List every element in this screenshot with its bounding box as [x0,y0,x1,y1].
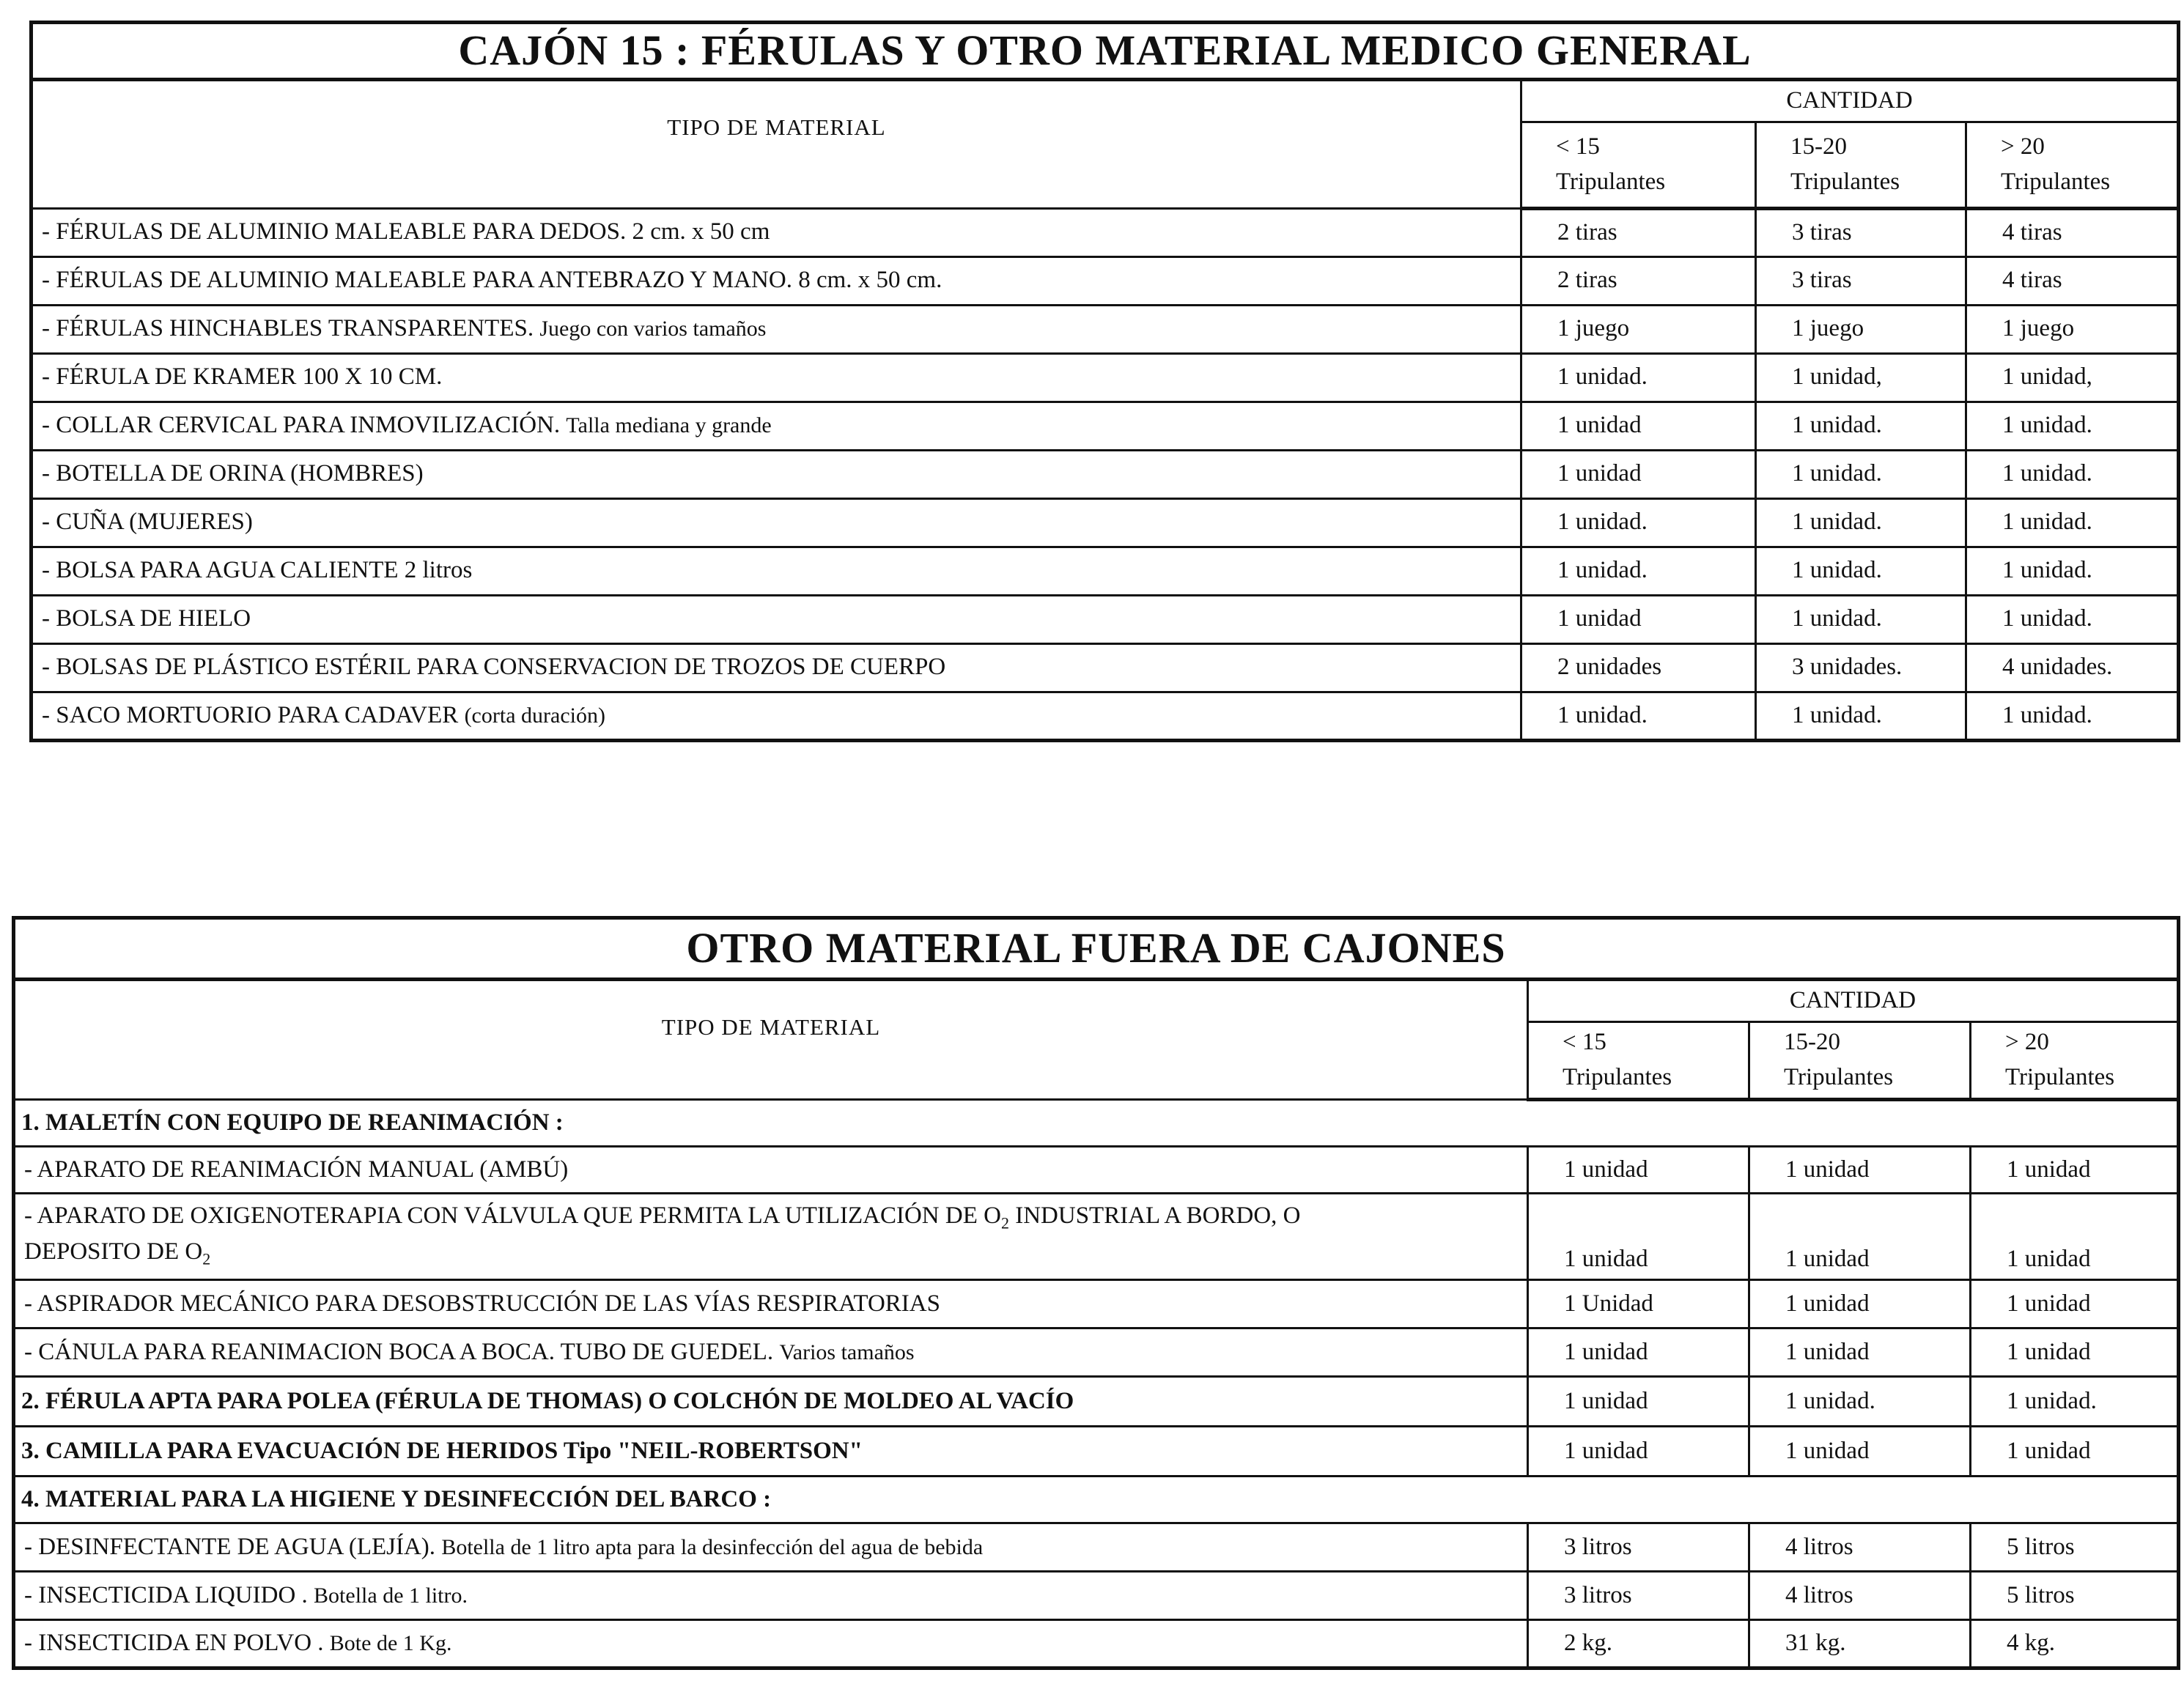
qty-under-15: 1 juego [1521,305,1756,353]
qty-under-15: 1 unidad [1528,1427,1749,1477]
qty-over-20: 4 kg. [1971,1620,2179,1668]
qty-under-15: 1 unidad. [1521,692,1756,740]
item-name: - CUÑA (MUJERES) [32,498,1521,547]
qty-under-15: 1 unidad. [1521,547,1756,595]
column-header-material-type: TIPO DE MATERIAL [32,79,1521,208]
column-header-material-type: TIPO DE MATERIAL [14,980,1528,1100]
section-heading: 3. CAMILLA PARA EVACUACIÓN DE HERIDOS Tipo "NEIL-ROBERTSON" [14,1427,1528,1477]
table-row [14,1620,2179,1668]
qty-under-15: 1 unidad [1521,595,1756,643]
table-row [32,208,2179,256]
item-name: - CÁNULA PARA REANIMACION BOCA A BOCA. TUBO DE GUEDEL. Varios tamaños [14,1328,1528,1377]
qty-under-15: 3 litros [1528,1523,1749,1572]
table-title: OTRO MATERIAL FUERA DE CAJONES [14,918,2179,980]
qty-15-20: 1 unidad [1749,1194,1971,1280]
qty-15-20: 1 unidad. [1749,1377,1971,1427]
qty-15-20: 1 unidad [1749,1427,1971,1477]
qty-under-15: 1 unidad. [1521,353,1756,402]
table-row [32,353,2179,402]
qty-under-15: 1 unidad [1528,1194,1749,1280]
qty-15-20: 1 juego [1756,305,1966,353]
item-name: - INSECTICIDA LIQUIDO . Botella de 1 litro. [14,1572,1528,1620]
item-note: Juego con varios tamaños [539,317,767,341]
qty-15-20: 1 unidad [1749,1147,1971,1194]
qty-15-20: 1 unidad. [1756,498,1966,547]
item-name: - APARATO DE OXIGENOTERAPIA CON VÁLVULA QUE PERMITA LA UTILIZACIÓN DE $O_2$ INDUSTRIAL A BORDO, O DEPOSITO DE $O_2$ [14,1194,1528,1280]
item-name: - FÉRULAS DE ALUMINIO MALEABLE PARA DEDOS. 2 cm. x 50 cm [32,208,1521,256]
qty-over-20: 4 tiras [1966,256,2179,305]
section-heading: 2. FÉRULA APTA PARA POLEA (FÉRULA DE THOMAS) O COLCHÓN DE MOLDEO AL VACÍO [14,1377,1528,1427]
item-name: - BOTELLA DE ORINA (HOMBRES) [32,450,1521,498]
qty-over-20: 1 juego [1966,305,2179,353]
table-row [14,1523,2179,1572]
qty-under-15: 3 litros [1528,1572,1749,1620]
qty-15-20: 4 litros [1749,1523,1971,1572]
item-name: - FÉRULA DE KRAMER 100 X 10 CM. [32,353,1521,402]
column-header-15-20: 15-20 Tripulantes [1749,1022,1971,1100]
qty-under-15: 1 Unidad [1528,1280,1749,1328]
section-heading: 4. MATERIAL PARA LA HIGIENE Y DESINFECCIÓN DEL BARCO : [14,1477,2179,1523]
table-row [32,498,2179,547]
qty-15-20: 3 tiras [1756,256,1966,305]
item-note: Talla mediana y grande [566,413,772,438]
item-name: - ASPIRADOR MECÁNICO PARA DESOBSTRUCCIÓN DE LAS VÍAS RESPIRATORIAS [14,1280,1528,1328]
qty-over-20: 5 litros [1971,1572,2179,1620]
qty-over-20: 1 unidad, [1966,353,2179,402]
column-header-quantity: CANTIDAD [1521,79,2179,122]
qty-under-15: 1 unidad [1521,450,1756,498]
qty-over-20: 5 litros [1971,1523,2179,1572]
qty-15-20: 1 unidad. [1756,450,1966,498]
item-note: (corta duración) [464,703,605,728]
item-note: Varios tamaños [779,1339,915,1364]
column-header-over-20: > 20 Tripulantes [1971,1022,2179,1100]
qty-under-15: 1 unidad [1528,1147,1749,1194]
table-row [14,1328,2179,1377]
qty-over-20: 1 unidad. [1966,595,2179,643]
qty-under-15: 2 kg. [1528,1620,1749,1668]
qty-over-20: 1 unidad. [1966,450,2179,498]
qty-over-20: 1 unidad. [1966,547,2179,595]
qty-under-15: 1 unidad [1528,1328,1749,1377]
qty-under-15: 2 unidades [1521,643,1756,692]
item-name: - FÉRULAS HINCHABLES TRANSPARENTES. Juego con varios tamaños [32,305,1521,353]
column-header-under-15: < 15 Tripulantes [1528,1022,1749,1100]
item-name: - INSECTICIDA EN POLVO . Bote de 1 Kg. [14,1620,1528,1668]
other-material-table [12,916,2180,1670]
qty-under-15: 2 tiras [1521,256,1756,305]
column-header-15-20: 15-20 Tripulantes [1756,122,1966,208]
table-row [32,450,2179,498]
qty-15-20: 1 unidad. [1756,547,1966,595]
table-row [32,256,2179,305]
qty-over-20: 4 tiras [1966,208,2179,256]
item-name: - FÉRULAS DE ALUMINIO MALEABLE PARA ANTEBRAZO Y MANO. 8 cm. x 50 cm. [32,256,1521,305]
column-header-quantity: CANTIDAD [1528,980,2179,1022]
qty-15-20: 3 tiras [1756,208,1966,256]
qty-15-20: 1 unidad, [1756,353,1966,402]
qty-15-20: 1 unidad. [1756,595,1966,643]
qty-over-20: 1 unidad [1971,1147,2179,1194]
drawer-15-table [29,21,2180,742]
qty-under-15: 1 unidad [1528,1377,1749,1427]
item-name: - BOLSA DE HIELO [32,595,1521,643]
item-note: Bote de 1 Kg. [329,1631,452,1656]
qty-15-20: 1 unidad. [1756,692,1966,740]
table-row [14,1280,2179,1328]
qty-under-15: 2 tiras [1521,208,1756,256]
table-row [32,643,2179,692]
qty-15-20: 3 unidades. [1756,643,1966,692]
qty-over-20: 1 unidad [1971,1328,2179,1377]
qty-over-20: 1 unidad [1971,1427,2179,1477]
table-row [32,595,2179,643]
item-name: - DESINFECTANTE DE AGUA (LEJÍA). Botella de 1 litro apta para la desinfección del agua de bebida [14,1523,1528,1572]
qty-under-15: 1 unidad. [1521,498,1756,547]
table-row [14,1572,2179,1620]
section-heading: 1. MALETÍN CON EQUIPO DE REANIMACIÓN : [14,1100,2179,1147]
qty-over-20: 4 unidades. [1966,643,2179,692]
item-name: - COLLAR CERVICAL PARA INMOVILIZACIÓN. Talla mediana y grande [32,402,1521,450]
table-row [32,547,2179,595]
qty-15-20: 1 unidad [1749,1280,1971,1328]
qty-over-20: 1 unidad. [1966,402,2179,450]
table-row [32,692,2179,740]
qty-15-20: 4 litros [1749,1572,1971,1620]
item-note: Botella de 1 litro. [314,1583,468,1608]
item-note: Botella de 1 litro apta para la desinfección del agua de bebida [441,1534,984,1559]
qty-over-20: 1 unidad. [1966,498,2179,547]
qty-over-20: 1 unidad. [1966,692,2179,740]
item-name: - APARATO DE REANIMACIÓN MANUAL (AMBÚ) [14,1147,1528,1194]
table-row [32,402,2179,450]
qty-under-15: 1 unidad [1521,402,1756,450]
table-row [14,1147,2179,1194]
qty-15-20: 31 kg. [1749,1620,1971,1668]
qty-over-20: 1 unidad [1971,1280,2179,1328]
qty-over-20: 1 unidad [1971,1194,2179,1280]
table-title: CAJÓN 15 : FÉRULAS Y OTRO MATERIAL MEDICO GENERAL [32,23,2179,80]
item-name: - SACO MORTUORIO PARA CADAVER (corta duración) [32,692,1521,740]
column-header-over-20: > 20 Tripulantes [1966,122,2179,208]
table-row [32,305,2179,353]
qty-15-20: 1 unidad. [1756,402,1966,450]
qty-15-20: 1 unidad [1749,1328,1971,1377]
item-name: - BOLSA PARA AGUA CALIENTE 2 litros [32,547,1521,595]
qty-over-20: 1 unidad. [1971,1377,2179,1427]
item-name: - BOLSAS DE PLÁSTICO ESTÉRIL PARA CONSERVACION DE TROZOS DE CUERPO [32,643,1521,692]
column-header-under-15: < 15 Tripulantes [1521,122,1756,208]
